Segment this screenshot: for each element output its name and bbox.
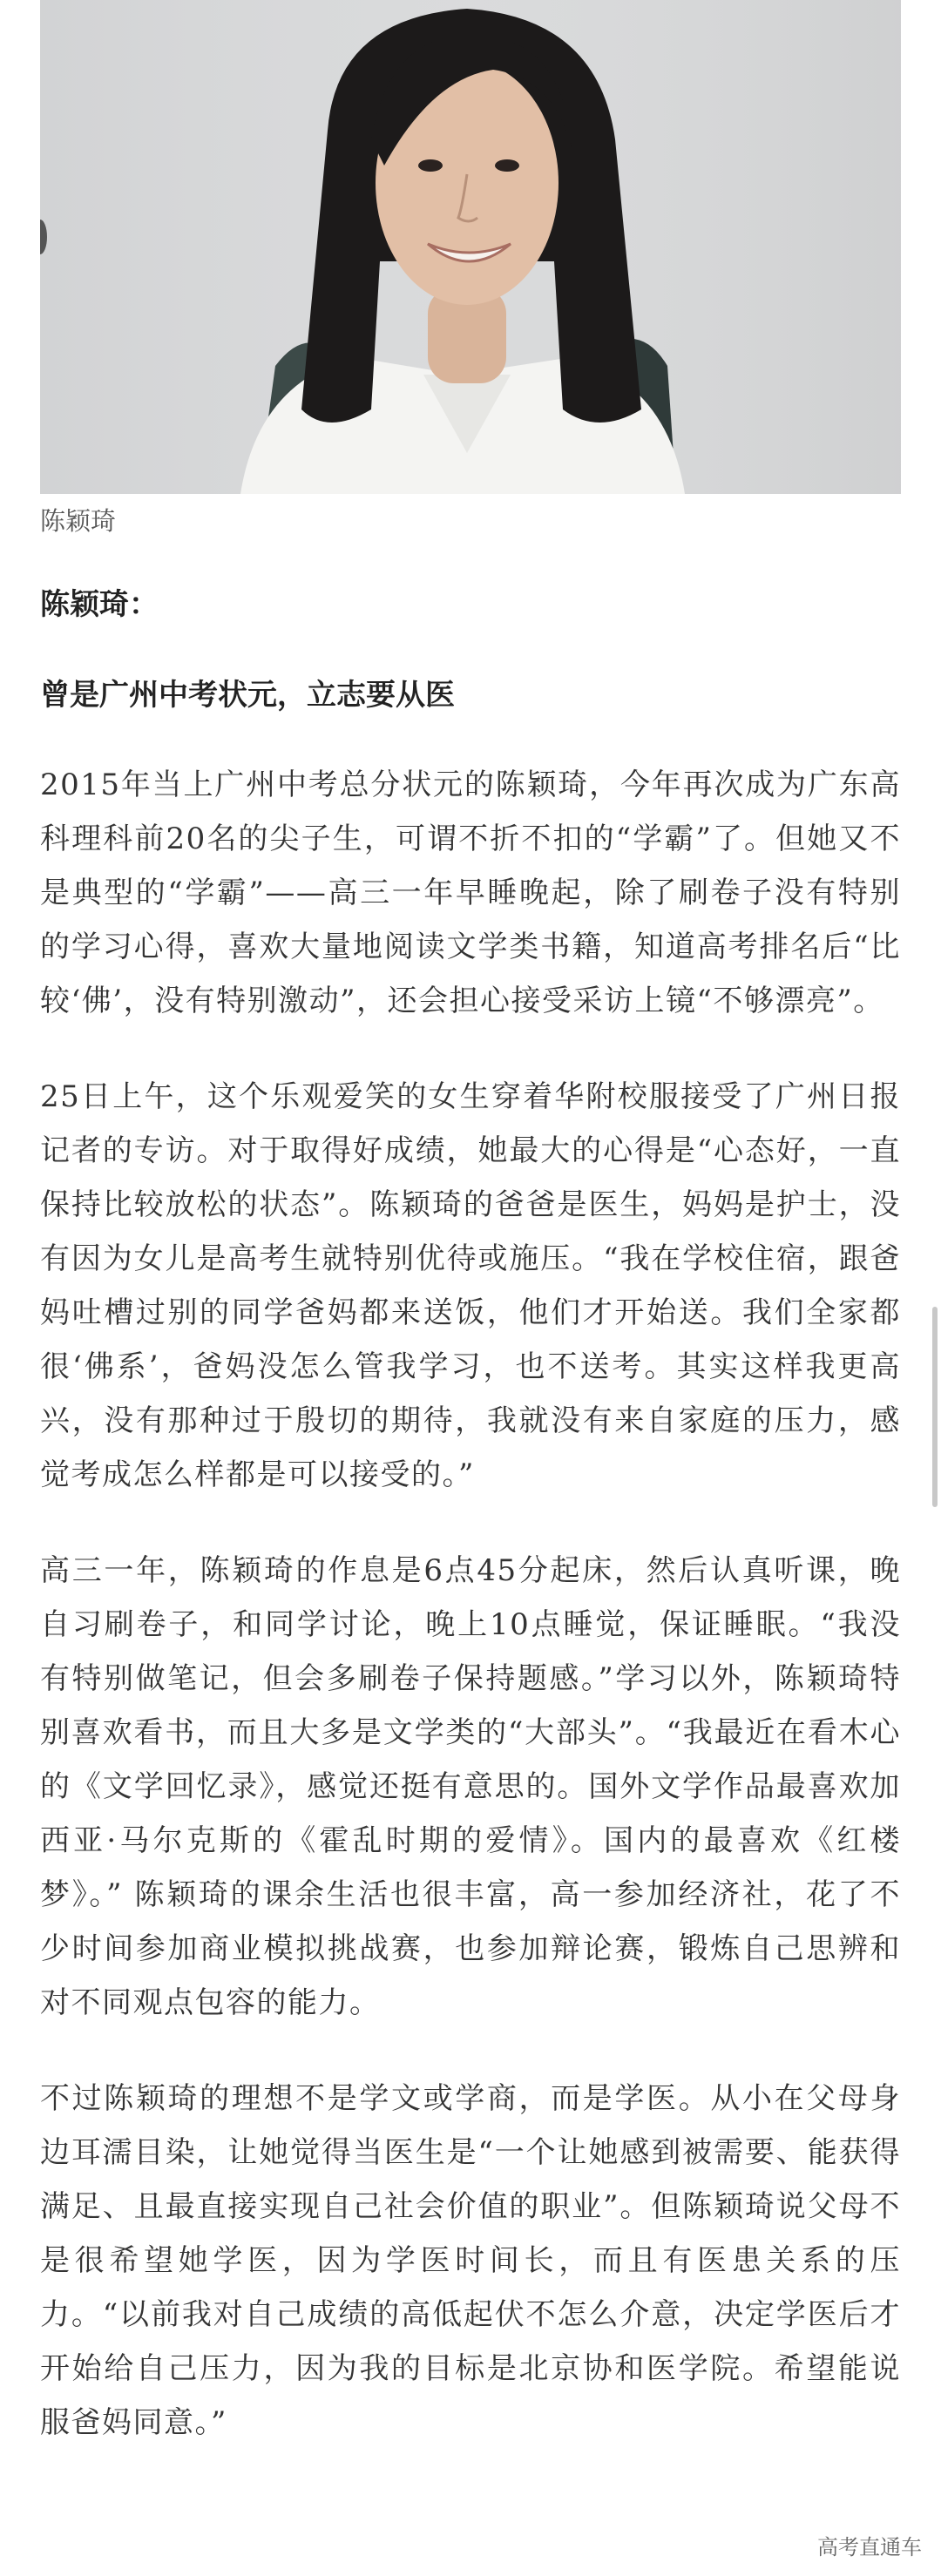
article-paragraph: 25日上午，这个乐观爱笑的女生穿着华附校服接受了广州日报记者的专访。对于取得好成绩，她最大的心得是“心态好，一直保持比较放松的状态”。陈颖琦的爸爸是医生，妈妈是护士，没有因为女儿是高考生就特别优待或施压。“我在学校住宿，跟爸妈吐槽过别的同学爸妈都来送饭，他们才开始送。我们全家都很‘佛系’，爸妈没怎么管我学习，也不送考。其实这样我更高兴，没有那种过于殷切的期待，我就没有来自家庭的压力，感觉考成怎么样都是可以接受的。” [40,1079,901,1492]
article-body [40,584,901,2491]
section-heading-subtitle: 曾是广州中考状元，立志要从医 [40,678,455,713]
article-paragraph: 不过陈颖琦的理想不是学文或学商，而是学医。从小在父母身边耳濡目染，让她觉得当医生是“一个让她感到被需要、能获得满足、且最直接实现自己社会价值的职业”。但陈颖琦说父母不是很希望她学医，因为学医时间长，而且有医患关系的压力。“以前我对自己成绩的高低起伏不怎么介意，决定学医后才开始给自己压力，因为我的目标是北京协和医学院。希望能说服爸妈同意。” [40,2081,901,2440]
section-heading-name: 陈颖琦： [40,587,159,622]
portrait-photo [40,0,901,494]
photo-caption: 陈颖琦 [40,506,117,536]
article-paragraph: 2015年当上广州中考总分状元的陈颖琦，今年再次成为广东高科理科前20名的尖子生，可谓不折不扣的“学霸”了。但她又不是典型的“学霸”——高三一年早睡晚起，除了刷卷子没有特别的学习心得，喜欢大量地阅读文学类书籍，知道高考排名后“比较‘佛’，没有特别激动”，还会担心接受采访上镜“不够漂亮”。 [40,767,901,1018]
watermark-text: 高考直通车 [817,2535,922,2559]
portrait-illustration [40,0,901,494]
article-paragraph: 高三一年，陈颖琦的作息是6点45分起床，然后认真听课，晚自习刷卷子，和同学讨论，晚上10点睡觉，保证睡眠。“我没有特别做笔记，但会多刷卷子保持题感。”学习以外，陈颖琦特别喜欢看书，而且大多是文学类的“大部头”。“我最近在看木心的《文学回忆录》，感觉还挺有意思的。国外文学作品最喜欢加西亚·马尔克斯的《霍乱时期的爱情》。国内的最喜欢《红楼梦》。” 陈颖琦的课余生活也很丰富，高一参加经济社，花了不少时间参加商业模拟挑战赛，也参加辩论赛，锻炼自己思辨和对不同观点包容的能力。 [40,1553,901,2020]
scrollbar[interactable] [932,1307,938,1507]
